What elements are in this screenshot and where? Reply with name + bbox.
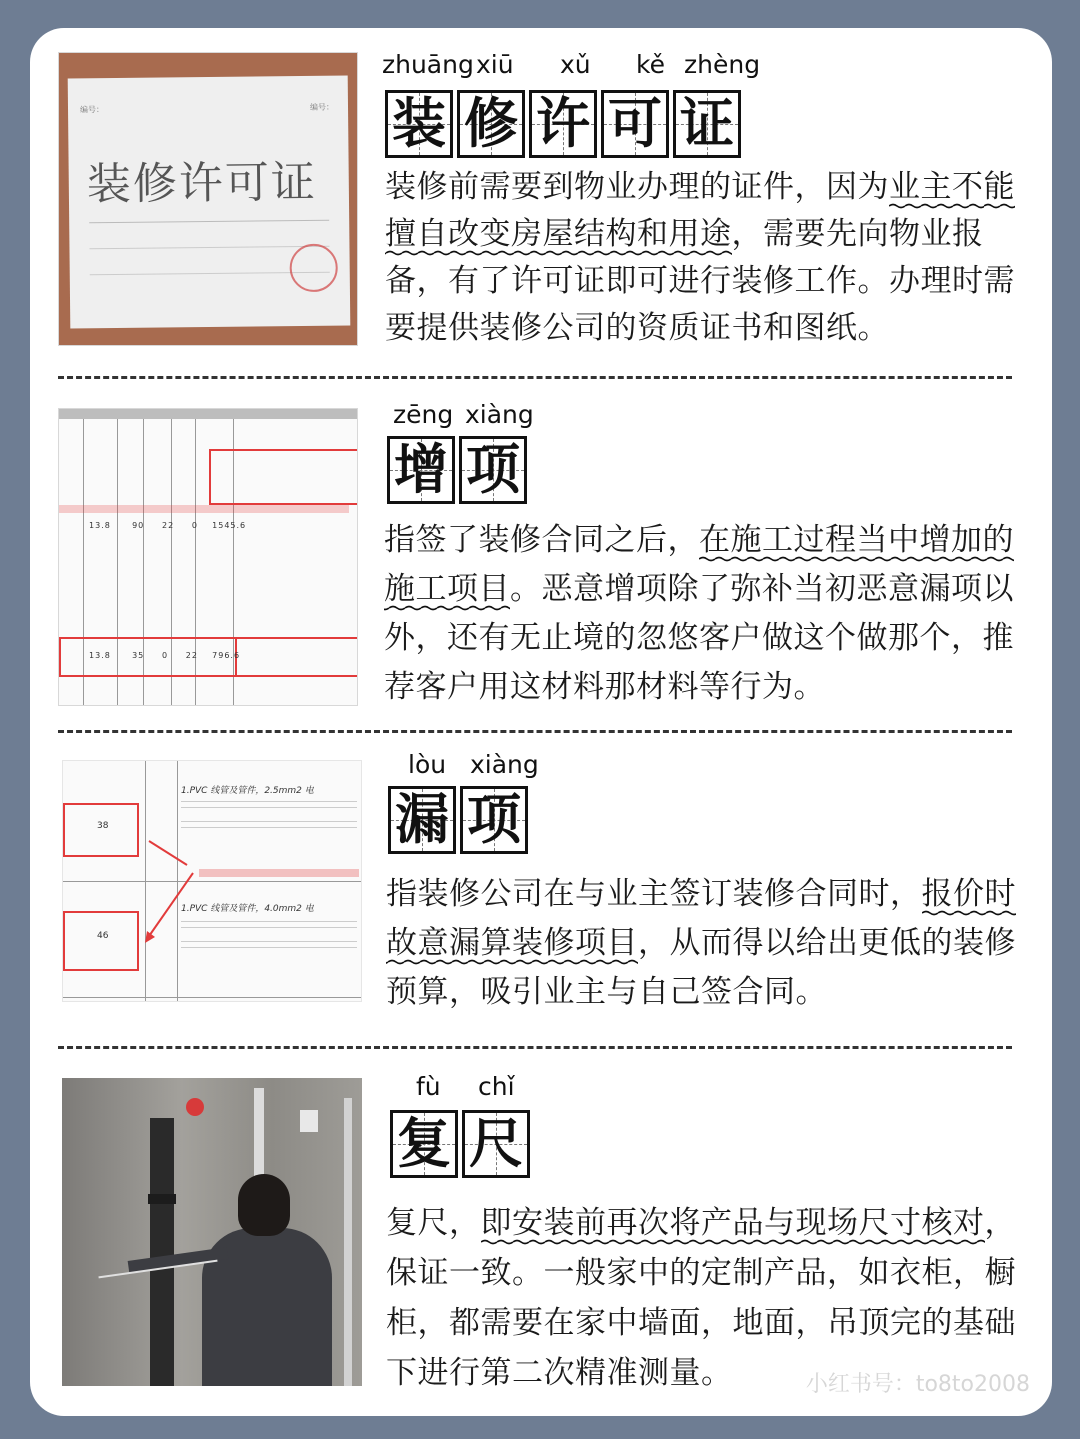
measuring-photo	[62, 1078, 362, 1386]
pinyin: kě	[636, 50, 665, 79]
term-description: 复尺，即安装前再次将产品与现场尺寸核对，保证一致。一般家中的定制产品，如衣柜，橱柜，都需要在家中墙面，地面，吊顶完的基础下进行第二次精准测量。	[386, 1205, 1016, 1391]
pinyin: zhuāng	[382, 50, 474, 79]
term-char-box: 许	[529, 90, 597, 158]
watermark: 小红书号：to8to2008	[805, 1372, 1030, 1397]
term-char-box: 复	[390, 1110, 458, 1178]
seal-stamp	[289, 244, 338, 293]
pinyin-row	[382, 50, 802, 84]
term-char-box: 项	[460, 786, 528, 854]
term-heading	[390, 1110, 530, 1178]
table-cell: 90	[132, 521, 145, 530]
pinyin-row	[393, 400, 613, 434]
fire-alarm-icon	[186, 1098, 204, 1116]
section-divider	[58, 1046, 1012, 1049]
term-char-box: 项	[459, 436, 527, 504]
quote-note: 1.PVC 线管及管件，4.0mm2 电	[181, 904, 314, 914]
table-cell: 0	[161, 651, 169, 660]
table-cell: 22	[185, 651, 198, 660]
section-add-items	[30, 388, 1052, 733]
section-missed-items	[30, 740, 1052, 1040]
pinyin: xiàng	[465, 400, 534, 429]
table-cell: 1545.6	[212, 521, 247, 530]
quote-notes-photo	[62, 760, 362, 1002]
section-re-measure	[30, 1058, 1052, 1408]
term-char-box: 增	[387, 436, 455, 504]
quantity-value: 38	[97, 821, 109, 831]
permit-photo: 编号： 编号： 装修许可证	[58, 52, 358, 346]
table-cell: 22	[161, 521, 175, 530]
term-char-box: 证	[673, 90, 741, 158]
term-char-box: 装	[385, 90, 453, 158]
section-permit	[30, 28, 1052, 373]
term-heading	[387, 436, 527, 504]
red-arrow-icon	[63, 761, 361, 1001]
pinyin: zhèng	[684, 50, 761, 79]
pinyin: xiàng	[470, 750, 539, 779]
section-divider	[58, 376, 1012, 379]
term-char-box: 漏	[388, 786, 456, 854]
quote-note: 1.PVC 线管及管件，2.5mm2 电	[181, 786, 314, 796]
term-char-box: 可	[601, 90, 669, 158]
section-divider	[58, 730, 1012, 733]
content-card	[30, 28, 1052, 1416]
pinyin: xiū	[476, 50, 514, 79]
table-cell: 13.8	[89, 521, 111, 530]
term-char-box: 修	[457, 90, 525, 158]
pinyin: xǔ	[560, 50, 591, 79]
term-heading	[385, 90, 741, 158]
term-description: 指签了装修合同之后，在施工过程当中增加的施工项目。恶意增项除了弥补当初恶意漏项以外，还有无止境的忽悠客户做这个做那个，推荐客户用这材料那材料等行为。	[384, 522, 1014, 705]
term-heading	[388, 786, 528, 854]
term-char-box: 尺	[462, 1110, 530, 1178]
quote-table-photo	[58, 408, 358, 706]
table-cell: 0	[191, 521, 198, 530]
table-cell: 796.6	[212, 651, 241, 660]
pinyin-row	[416, 1072, 636, 1106]
quantity-value: 46	[97, 931, 109, 941]
pinyin: chǐ	[478, 1072, 515, 1101]
table-cell: 13.8	[89, 651, 111, 660]
pinyin-row	[408, 750, 628, 784]
pinyin: zēng	[393, 400, 454, 429]
term-description: 装修前需要到物业办理的证件，因为业主不能擅自改变房屋结构和用途，需要先向物业报备，有了许可证即可进行装修工作。办理时需要提供装修公司的资质证书和图纸。	[385, 169, 1015, 346]
permit-photo-title: 装修许可证	[86, 156, 318, 211]
term-description: 指装修公司在与业主签订装修合同时，报价时故意漏算装修项目，从而得以给出更低的装修预算，吸引业主与自己签合同。	[386, 876, 1016, 1010]
pinyin: fù	[416, 1072, 441, 1101]
table-cell: 35	[132, 651, 145, 660]
pinyin: lòu	[408, 750, 447, 779]
